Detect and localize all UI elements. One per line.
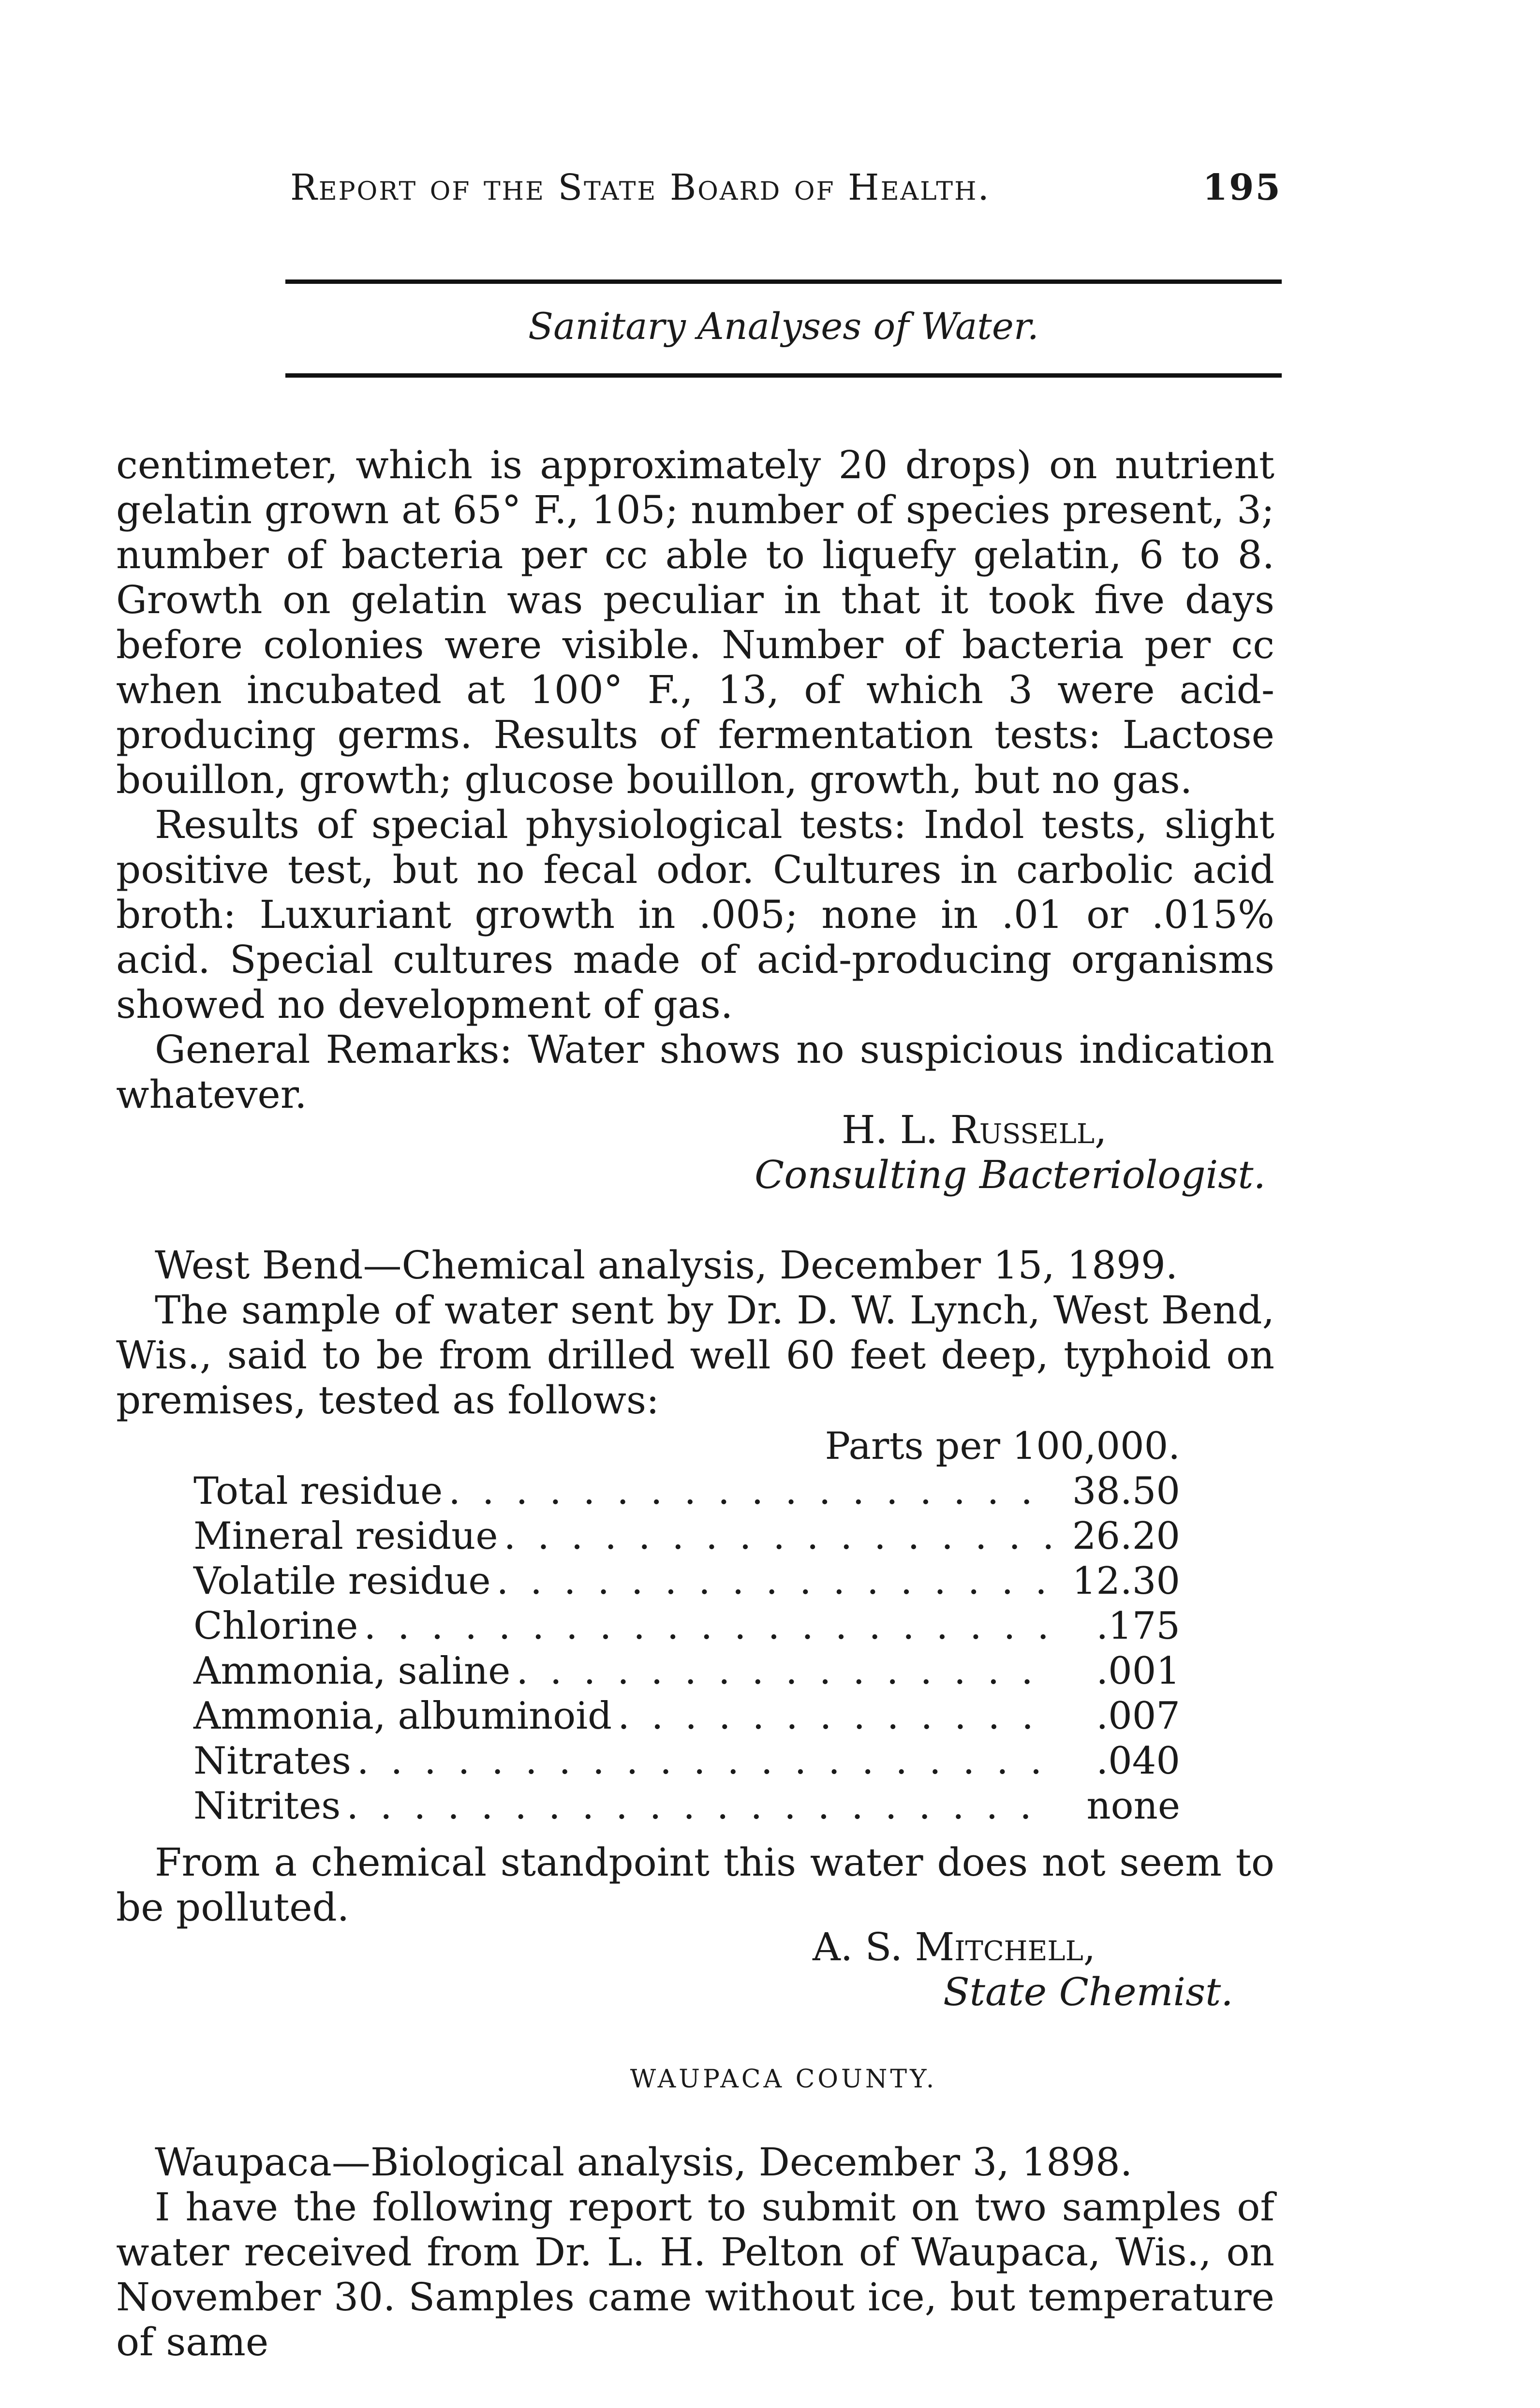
paragraph-general-remarks: General Remarks: Water shows no suspicious indication whatever. [116, 1027, 1274, 1117]
dot-leader [364, 1604, 1053, 1649]
signature-name: A. S. Mitchell, [813, 1924, 1096, 1969]
table-row [193, 1514, 1180, 1559]
row-value: none [1086, 1784, 1180, 1828]
west-bend-heading: West Bend—Chemical analysis, December 15, 1899. [155, 1243, 1178, 1288]
row-label: Ammonia, albuminoid [193, 1694, 612, 1738]
page-number: 195 [1202, 167, 1282, 208]
west-bend-section [116, 1243, 1274, 1423]
table-row [193, 1604, 1180, 1649]
header-rule-bottom [285, 373, 1282, 378]
row-label: Nitrites [193, 1784, 341, 1828]
header-rule-top [285, 279, 1282, 284]
section-heading: Sanitary Analyses of Water. [528, 305, 1039, 348]
row-value: 38.50 [1072, 1469, 1180, 1513]
row-label: Chlorine [193, 1604, 358, 1648]
waupaca-heading: Waupaca—Biological analysis, December 3, 1898. [155, 2140, 1133, 2185]
row-value: .001 [1096, 1649, 1180, 1693]
table-row [193, 1784, 1180, 1829]
dot-leader [448, 1469, 1053, 1514]
row-value: 12.30 [1072, 1559, 1180, 1603]
table-row [193, 1694, 1180, 1739]
west-bend-intro: The sample of water sent by Dr. D. W. Lynch, West Bend, Wis., said to be from drilled well 60 feet deep, typhoid on premises, tested as follows: [116, 1288, 1274, 1423]
waupaca-section [116, 2140, 1274, 2364]
table-header-units: Parts per 100,000. [825, 1424, 1180, 1468]
signature-mitchell [813, 1924, 1233, 2014]
row-label: Mineral residue [193, 1514, 498, 1558]
running-head-title: Report of the State Board of Health. [290, 167, 991, 208]
row-label: Volatile residue [193, 1559, 491, 1603]
signature-title: Consulting Bacteriologist. [755, 1152, 1266, 1197]
conclusion-paragraph: From a chemical standpoint this water does not seem to be polluted. [116, 1840, 1274, 1930]
row-value: 26.20 [1072, 1514, 1180, 1558]
table-row [193, 1469, 1180, 1514]
paragraph-physiological-tests: Results of special physiological tests: Indol tests, slight positive test, but no fecal odor. Cultures in carbolic acid broth: Luxuriant growth in .005; none in .01 or .015% acid. Special cultures made of acid-producing organisms showed no development of gas. [116, 802, 1274, 1027]
paragraph-bacteria-counts: centimeter, which is approximately 20 drops) on nutrient gelatin grown at 65° F., 105; number of species present, 3; number of bacteria per cc able to liquefy gelatin, 6 to 8. Growth on gelatin was peculiar in that it took five days before colonies were visible. Number of bacteria per cc when incubated at 100° F., 13, of which 3 were acid-producing germs. Results of fermentation tests: Lactose bouillon, growth; glucose bouillon, growth, but no gas. [116, 442, 1274, 802]
row-value: .040 [1096, 1739, 1180, 1783]
dot-leader [618, 1694, 1053, 1739]
signature-title: State Chemist. [943, 1969, 1233, 2014]
table-row [193, 1649, 1180, 1694]
running-head [290, 167, 1282, 215]
row-value: .007 [1096, 1694, 1180, 1738]
dot-leader [497, 1559, 1053, 1604]
waupaca-intro: I have the following report to submit on two samples of water received from Dr. L. H. Pelton of Waupaca, Wis., on November 30. Samples came without ice, but temperature of same [116, 2185, 1274, 2364]
row-label: Total residue [193, 1469, 443, 1513]
dot-leader [516, 1649, 1053, 1694]
row-label: Ammonia, saline [193, 1649, 511, 1693]
county-heading: WAUPACA COUNTY. [630, 2065, 937, 2094]
dot-leader [357, 1739, 1053, 1784]
dot-leader [503, 1514, 1053, 1559]
row-value: .175 [1096, 1604, 1180, 1648]
signature-russell [755, 1107, 1266, 1197]
table-row [193, 1559, 1180, 1604]
bacteriology-report [116, 442, 1274, 1117]
row-label: Nitrates [193, 1739, 351, 1783]
table-row [193, 1739, 1180, 1784]
chemical-conclusion [116, 1840, 1274, 1930]
analysis-table [193, 1424, 1180, 1829]
dot-leader [346, 1784, 1053, 1829]
signature-name: H. L. Russell, [842, 1107, 1107, 1152]
